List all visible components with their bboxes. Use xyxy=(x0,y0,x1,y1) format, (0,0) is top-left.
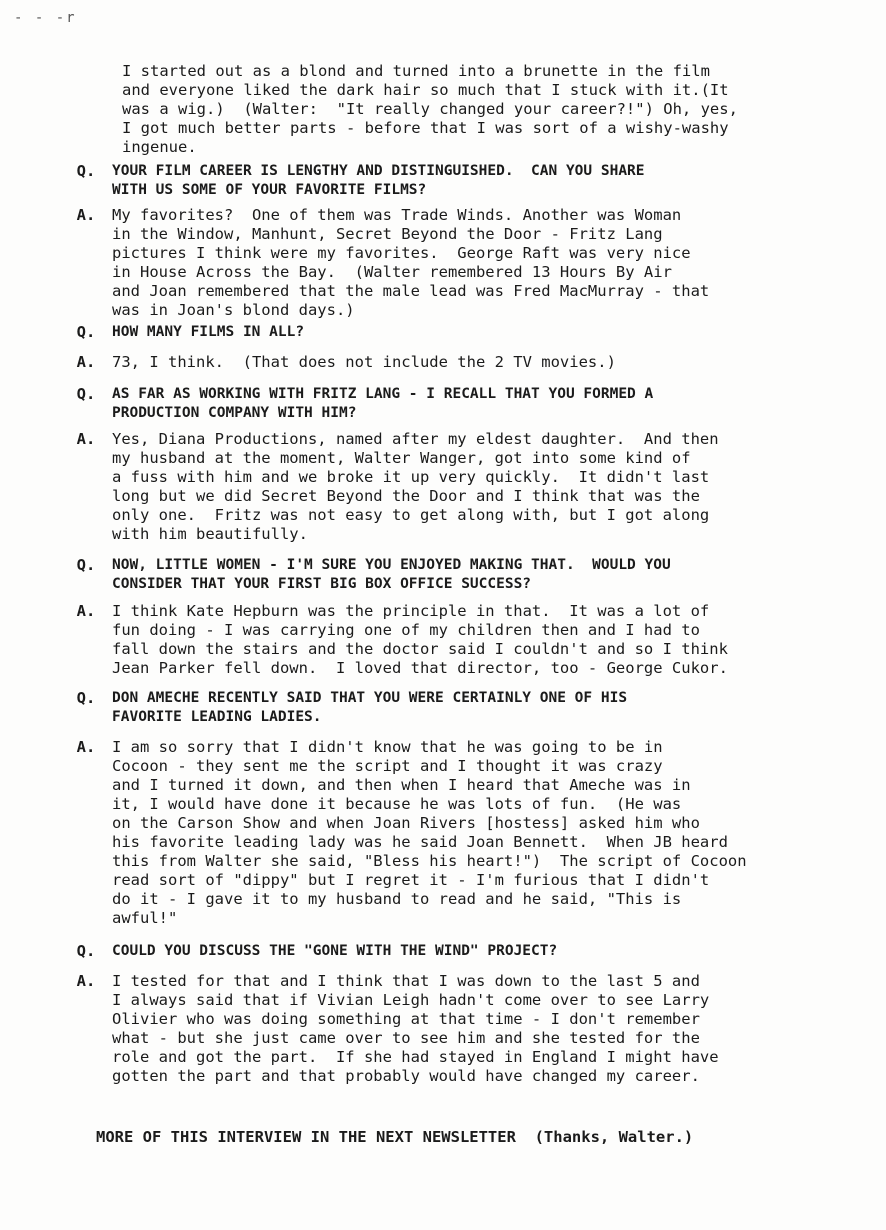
qa-marker: Q. xyxy=(76,942,96,960)
qa-entry xyxy=(60,385,880,423)
qa-marker: A. xyxy=(76,206,96,224)
qa-text: AS FAR AS WORKING WITH FRITZ LANG - I RECALL THAT YOU FORMED A PRODUCTION COMPANY WITH HIM? xyxy=(112,386,654,421)
corner-mark: - - -r xyxy=(14,10,77,26)
qa-marker: A. xyxy=(76,972,96,990)
qa-entry xyxy=(60,738,880,928)
qa-text: YOUR FILM CAREER IS LENGTHY AND DISTINGUISHED. CAN YOU SHARE WITH US SOME OF YOUR FAVORITE FILMS? xyxy=(112,163,645,198)
qa-marker: A. xyxy=(76,738,96,756)
intro-paragraph: I started out as a blond and turned into a brunette in the film and everyone liked the dark hair so much that I stuck with it.(It was a wig.) (Walter: "It really changed your career?!") Oh, yes, I got much better parts - before that I was sort of a wishy-washy ingenue. xyxy=(122,62,738,156)
qa-entry xyxy=(60,556,880,594)
qa-entry xyxy=(60,162,880,200)
qa-text: HOW MANY FILMS IN ALL? xyxy=(112,324,305,340)
qa-marker: Q. xyxy=(76,689,96,707)
qa-text: I am so sorry that I didn't know that he was going to be in Cocoon - they sent me the script and I thought it was crazy and I turned it down, and then when I heard that Ameche was in it, I would have done it because he was lots of fun. (He was on the Carson Show and when Joan Rivers [hostess] asked him who his favorite leading lady was he said Joan Bennett. When JB heard this from Walter she said, "Bless his heart!") The script of Cocoon read sort of "dippy" but I regret it - I'm furious that I didn't do it - I gave it to my husband to read and he said, "This is awful!" xyxy=(112,738,747,927)
qa-marker: Q. xyxy=(76,385,96,403)
qa-marker: Q. xyxy=(76,323,96,341)
qa-text: DON AMECHE RECENTLY SAID THAT YOU WERE CERTAINLY ONE OF HIS FAVORITE LEADING LADIES. xyxy=(112,690,628,725)
qa-text: I think Kate Hepburn was the principle in that. It was a lot of fun doing - I was carrying one of my children then and I had to fall down the stairs and the doctor said I couldn't and so I think Jean Parker fell down. I loved that director, too - George Cukor. xyxy=(112,602,728,677)
qa-marker: A. xyxy=(76,353,96,371)
qa-text: NOW, LITTLE WOMEN - I'M SURE YOU ENJOYED MAKING THAT. WOULD YOU CONSIDER THAT YOUR FIRST BIG BOX OFFICE SUCCESS? xyxy=(112,557,671,592)
qa-text: 73, I think. (That does not include the 2 TV movies.) xyxy=(112,353,616,371)
qa-marker: A. xyxy=(76,430,96,448)
qa-text: My favorites? One of them was Trade Winds. Another was Woman in the Window, Manhunt, Secret Beyond the Door - Fritz Lang pictures I think were my favorites. George Raft was very nice in House Across the Bay. (Walter remembered 13 Hours By Air and Joan remembered that the male lead was Fred MacMurray - that was in Joan's blond days.) xyxy=(112,206,710,319)
qa-entry xyxy=(60,353,880,372)
qa-entry xyxy=(60,602,880,678)
qa-marker: Q. xyxy=(76,162,96,180)
qa-text: COULD YOU DISCUSS THE "GONE WITH THE WIND" PROJECT? xyxy=(112,943,558,959)
qa-entry xyxy=(60,323,880,342)
qa-entry xyxy=(60,972,880,1086)
footer-note: MORE OF THIS INTERVIEW IN THE NEXT NEWSLETTER (Thanks, Walter.) xyxy=(96,1128,694,1146)
qa-text: I tested for that and I think that I was down to the last 5 and I always said that if Vivian Leigh hadn't come over to see Larry Olivier who was doing something at that time - I don't remember what - but she just came over to see him and she tested for the role and got the part. If she had stayed in England I might have gotten the part and that probably would have changed my career. xyxy=(112,972,719,1085)
qa-entry xyxy=(60,689,880,727)
qa-entry xyxy=(60,430,880,544)
qa-entry xyxy=(60,206,880,320)
qa-entry xyxy=(60,942,880,961)
qa-text: Yes, Diana Productions, named after my eldest daughter. And then my husband at the moment, Walter Wanger, got into some kind of a fuss with him and we broke it up very quickly. It didn't last long but we did Secret Beyond the Door and I think that was the only one. Fritz was not easy to get along with, but I got along with him beautifully. xyxy=(112,430,719,543)
qa-marker: A. xyxy=(76,602,96,620)
qa-marker: Q. xyxy=(76,556,96,574)
